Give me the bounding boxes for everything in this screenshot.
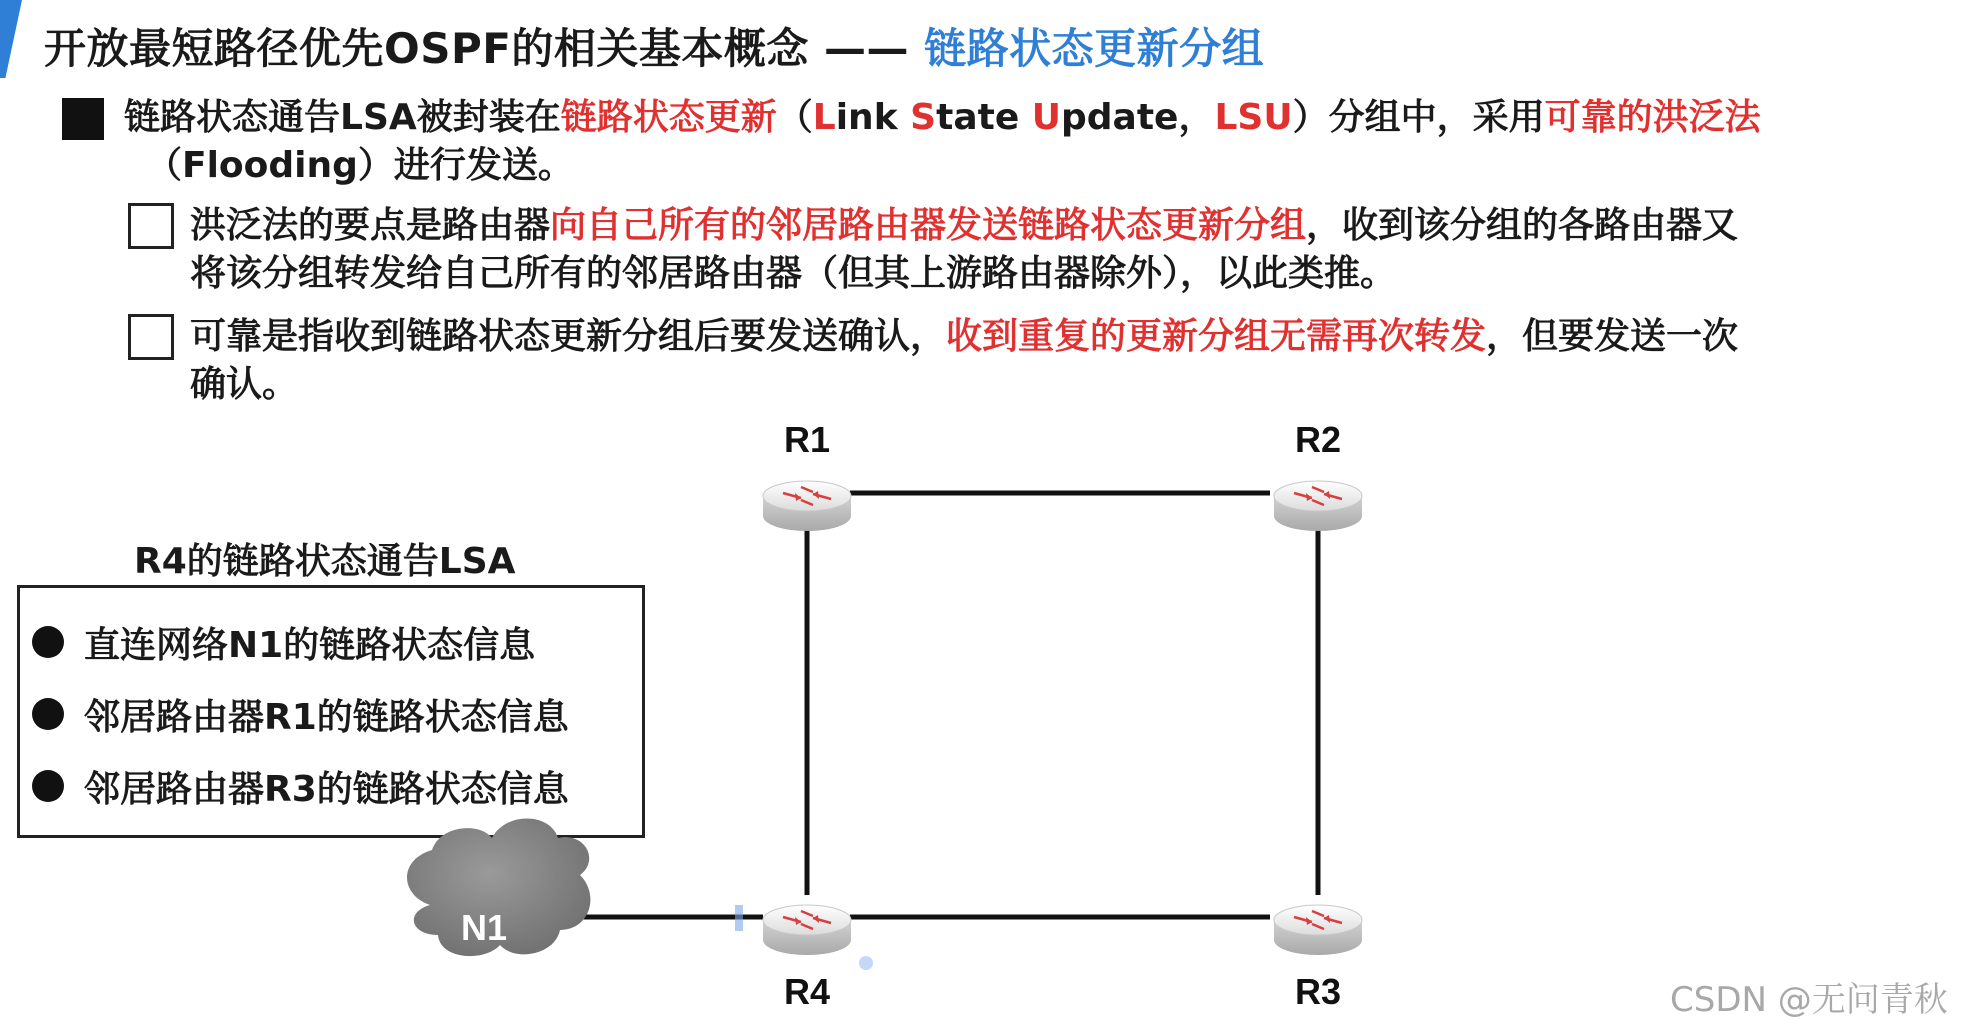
router-r4-icon — [763, 905, 851, 955]
lsu-paragraph-line2: （Flooding）进行发送。 — [146, 145, 574, 186]
router-r2-icon — [1274, 481, 1362, 531]
network-label-n1: N1 — [460, 907, 508, 948]
lsa-item: 直连网络N1的链路状态信息 — [32, 614, 535, 670]
network-cloud-n1 — [407, 819, 590, 957]
flooding-point-line1: 洪泛法的要点是路由器向自己所有的邻居路由器发送链路状态更新分组，收到该分组的各路由器又 — [190, 205, 1739, 246]
flooding-point-line2: 将该分组转发给自己所有的邻居路由器（但其上游路由器除外），以此类推。 — [190, 253, 1397, 294]
router-r3-icon — [1274, 905, 1362, 955]
router-label-r1: R1 — [783, 419, 831, 460]
router-label-r3: R3 — [1294, 971, 1342, 1012]
watermark: CSDN @无问青秋 — [1670, 980, 1948, 1020]
lsa-item: 邻居路由器R3的链路状态信息 — [32, 758, 569, 814]
title-highlight: 链路状态更新分组 — [924, 24, 1265, 73]
slide-title: 开放最短路径优先OSPF的相关基本概念 —— 链路状态更新分组 — [44, 24, 1265, 73]
reliable-point-line1: 可靠是指收到链路状态更新分组后要发送确认，收到重复的更新分组无需再次转发，但要发送一次 — [190, 316, 1739, 357]
reliable-point-line2: 确认。 — [190, 364, 299, 405]
lsu-paragraph-line1: 链路状态通告LSA被封装在链路状态更新（Link State Update，LSU）分组中，采用可靠的洪泛法 — [124, 97, 1761, 138]
router-label-r4: R4 — [783, 971, 831, 1012]
motion-artifact — [735, 905, 743, 931]
router-r1-icon — [763, 481, 851, 531]
lsa-item: 邻居路由器R1的链路状态信息 — [32, 686, 569, 742]
router-links — [578, 493, 1318, 917]
router-label-r2: R2 — [1294, 419, 1342, 460]
lsa-box-title: R4的链路状态通告LSA — [134, 541, 516, 582]
motion-artifact — [859, 956, 873, 970]
